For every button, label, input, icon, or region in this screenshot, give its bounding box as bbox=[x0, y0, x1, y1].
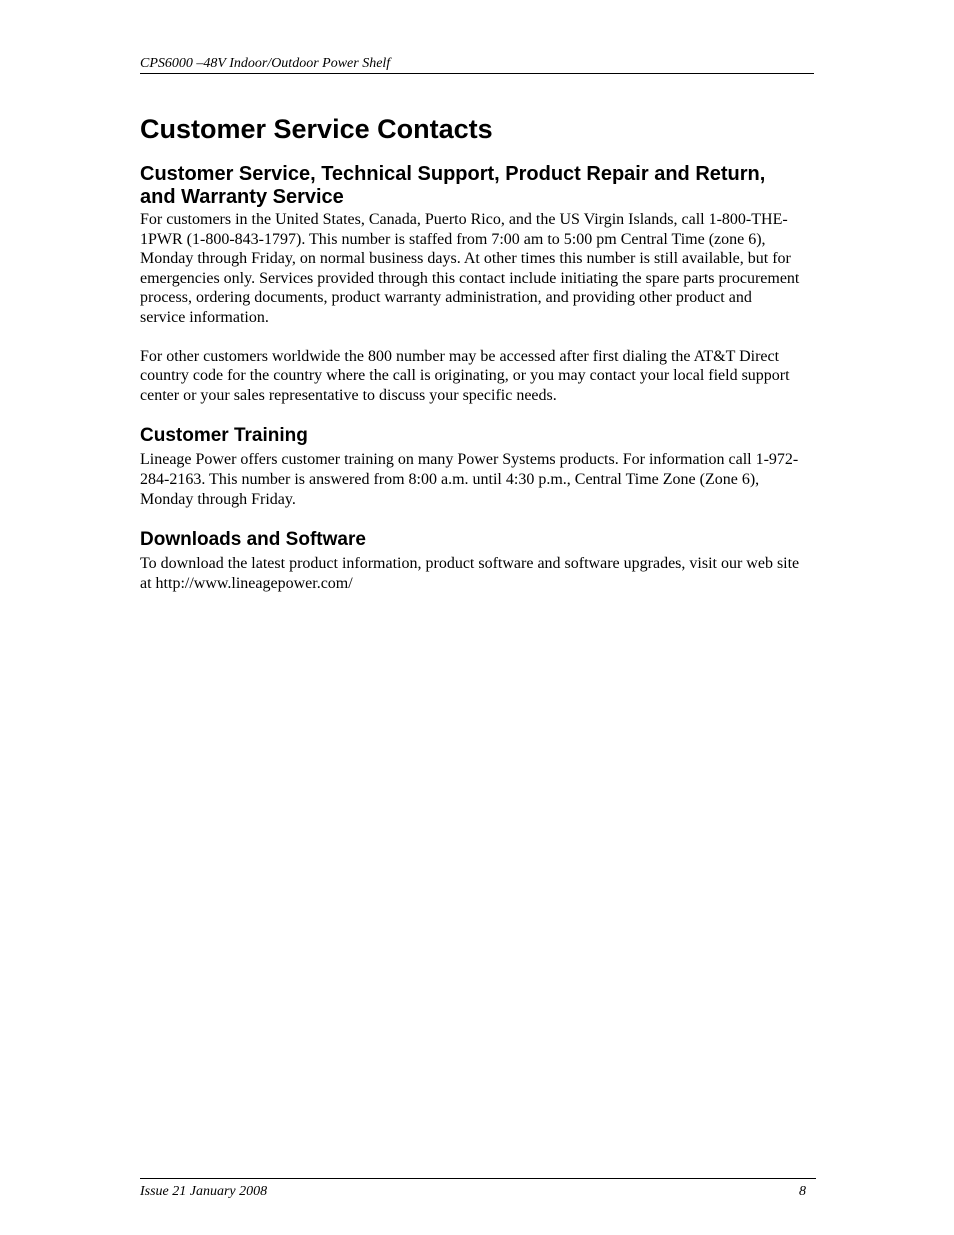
paragraph-worldwide-contact: For other customers worldwide the 800 number may be accessed after first dialing the AT&T Direct country code for the country where the call is originating, or you may contact your local field support center or your sales representative to discuss your specific needs. bbox=[140, 347, 790, 404]
running-header bbox=[140, 56, 814, 74]
section-downloads bbox=[140, 529, 800, 593]
running-footer bbox=[140, 1178, 816, 1199]
paragraph-training: Lineage Power offers customer training on many Power Systems products. For information call 1-972-284-2163. This number is answered from 8:00 a.m. until 4:30 p.m., Central Time Zone (Zone 6), Monday through Friday. bbox=[140, 451, 799, 508]
section-heading-downloads: Downloads and Software bbox=[140, 529, 366, 551]
paragraph-downloads: To download the latest product information, product software and software upgrades, visit our web site at http://www.lineagepower.com/ bbox=[140, 555, 800, 592]
issue-date: Issue 21 January 2008 bbox=[140, 1184, 268, 1199]
section-customer-training bbox=[140, 425, 800, 509]
document-title: CPS6000 –48V Indoor/Outdoor Power Shelf bbox=[140, 56, 391, 71]
page-content bbox=[140, 110, 800, 593]
section-heading-customer-service: Customer Service, Technical Support, Product Repair and Return, and Warranty Service bbox=[140, 163, 766, 208]
section-customer-service bbox=[140, 163, 800, 405]
page-title: Customer Service Contacts bbox=[140, 114, 493, 144]
page-number: 8 bbox=[799, 1184, 806, 1199]
paragraph-us-contact: For customers in the United States, Canada, Puerto Rico, and the US Virgin Islands, call 1-800-THE-1PWR (1-800-843-1797). This number is staffed from 7:00 am to 5:00 pm Central Time (zone 6), Monday through Friday, on normal business days. At other times this number is still available, but for emergencies only. Services provided through this contact include initiating the spare parts procurement process, ordering documents, product warranty administration, and providing other product and service information. bbox=[140, 211, 800, 326]
section-heading-customer-training: Customer Training bbox=[140, 425, 308, 447]
